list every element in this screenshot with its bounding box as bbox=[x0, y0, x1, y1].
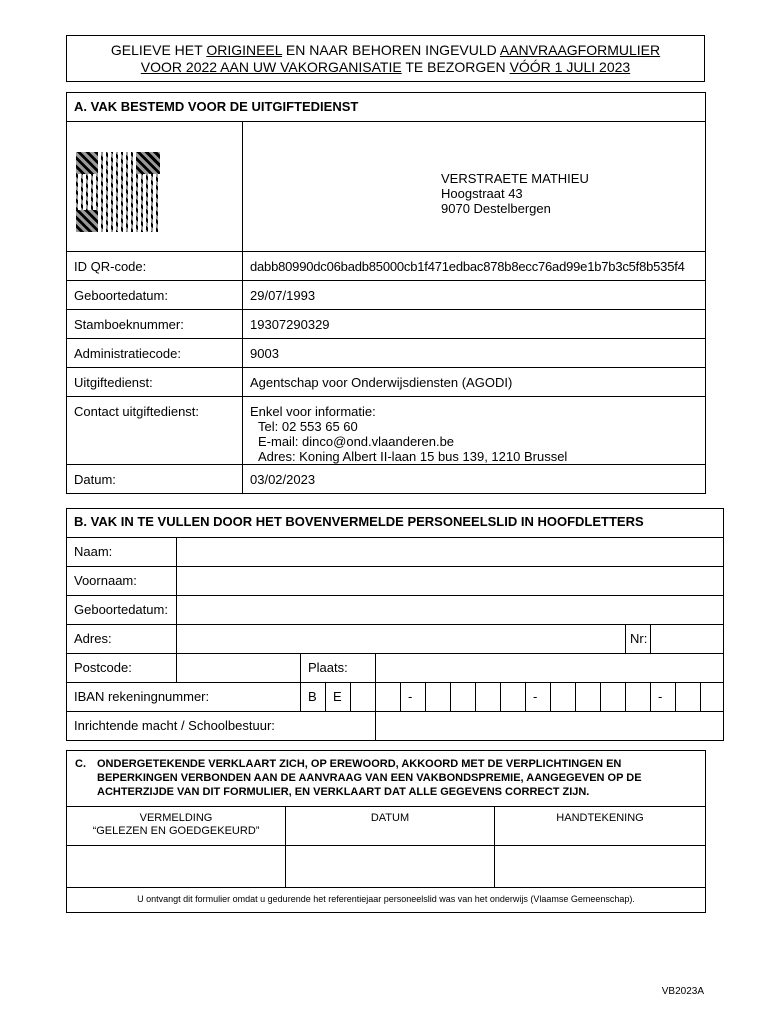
label-inrichtende-macht: Inrichtende macht / Schoolbestuur: bbox=[67, 712, 376, 741]
qr-cell bbox=[67, 122, 243, 252]
iban-separator: - bbox=[651, 683, 676, 712]
label-administratiecode: Administratiecode: bbox=[67, 339, 243, 368]
value-birthdate: 29/07/1993 bbox=[243, 281, 706, 310]
recipient-city: 9070 Destelbergen bbox=[441, 201, 551, 216]
input-voornaam[interactable] bbox=[177, 567, 724, 596]
header-line-1 bbox=[67, 42, 704, 59]
section-c-text: ONDERGETEKENDE VERKLAART ZICH, OP EREWOORD, AKKOORD MET DE VERPLICHTINGEN EN BEPERKINGEN VERBONDEN AAN DE AANVRAAG VAN EEN VAKBONDSPREMIE, AANGEGEVEN OP DE ACHTERZIJDE VAN DIT FORMULIER, EN VERKLAART DAT ALLE GEGEVENS CORRECT ZIJN. bbox=[97, 758, 642, 798]
header-line-2 bbox=[67, 59, 704, 76]
section-c-letter: C. bbox=[75, 758, 86, 770]
footnote: U ontvangt dit formulier omdat u gedurende het referentiejaar personeelslid was van het onderwijs (Vlaamse Gemeenschap). bbox=[67, 888, 706, 913]
iban-box[interactable] bbox=[701, 683, 724, 712]
value-id-qr: dabb80990dc06badb85000cb1f471edbac878b8ecc76ad99e1b7b3c5f8b535f4 bbox=[243, 252, 706, 281]
value-stamboeknummer: 19307290329 bbox=[243, 310, 706, 339]
contact-address: Adres: Koning Albert II-laan 15 bus 139, 1210 Brussel bbox=[258, 449, 568, 464]
label-date: Datum: bbox=[67, 465, 243, 494]
section-c-declaration bbox=[67, 751, 706, 807]
header-text-underlined: ORIGINEEL bbox=[206, 42, 283, 58]
recipient-name: VERSTRAETE MATHIEU bbox=[441, 171, 589, 186]
label-plaats: Plaats: bbox=[301, 654, 376, 683]
col-header-vermelding bbox=[67, 807, 286, 846]
iban-box-e: E bbox=[326, 683, 351, 712]
section-b-title: B. VAK IN TE VULLEN DOOR HET BOVENVERMELDE PERSONEELSLID IN HOOFDLETTERS bbox=[67, 509, 724, 538]
iban-box[interactable] bbox=[476, 683, 501, 712]
col-header-datum: DATUM bbox=[286, 807, 495, 846]
iban-box[interactable] bbox=[576, 683, 601, 712]
label-voornaam: Voornaam: bbox=[67, 567, 177, 596]
iban-box[interactable] bbox=[626, 683, 651, 712]
label-adres: Adres: bbox=[67, 625, 177, 654]
col-header-handtekening: HANDTEKENING bbox=[495, 807, 706, 846]
input-adres[interactable] bbox=[177, 625, 626, 654]
value-uitgiftedienst: Agentschap voor Onderwijsdiensten (AGODI) bbox=[243, 368, 706, 397]
input-vermelding[interactable] bbox=[67, 846, 286, 888]
label-id-qr: ID QR-code: bbox=[67, 252, 243, 281]
iban-box[interactable] bbox=[501, 683, 526, 712]
header-text-underlined: VÓÓR 1 JULI 2023 bbox=[509, 59, 631, 75]
qr-code-image bbox=[76, 152, 160, 232]
recipient-address bbox=[243, 122, 706, 252]
input-postcode[interactable] bbox=[177, 654, 301, 683]
header-text: TE BEZORGEN bbox=[401, 59, 510, 75]
vermelding-line-1: VERMELDING bbox=[139, 812, 213, 824]
label-stamboeknummer: Stamboeknummer: bbox=[67, 310, 243, 339]
iban-separator: - bbox=[401, 683, 426, 712]
vermelding-line-2: “GELEZEN EN GOEDGEKEURD” bbox=[92, 825, 260, 837]
input-inrichtende-macht[interactable] bbox=[376, 712, 724, 741]
contact-email: E-mail: dinco@ond.vlaanderen.be bbox=[258, 434, 455, 449]
label-geboortedatum: Geboortedatum: bbox=[67, 596, 177, 625]
contact-info-line: Enkel voor informatie: bbox=[250, 404, 376, 419]
iban-box[interactable] bbox=[451, 683, 476, 712]
value-contact bbox=[243, 397, 706, 465]
input-datum[interactable] bbox=[286, 846, 495, 888]
label-nr: Nr: bbox=[626, 625, 651, 654]
label-iban: IBAN rekeningnummer: bbox=[67, 683, 301, 712]
recipient-street: Hoogstraat 43 bbox=[441, 186, 523, 201]
header-notice bbox=[66, 35, 705, 82]
value-date: 03/02/2023 bbox=[243, 465, 706, 494]
label-naam: Naam: bbox=[67, 538, 177, 567]
iban-box[interactable] bbox=[601, 683, 626, 712]
label-postcode: Postcode: bbox=[67, 654, 177, 683]
header-text-underlined: VOOR 2022 AAN UW VAKORGANISATIE bbox=[140, 59, 402, 75]
input-naam[interactable] bbox=[177, 538, 724, 567]
input-nr[interactable] bbox=[651, 625, 724, 654]
section-a-title: A. VAK BESTEMD VOOR DE UITGIFTEDIENST bbox=[67, 93, 706, 122]
iban-separator: - bbox=[526, 683, 551, 712]
header-text-underlined: AANVRAAGFORMULIER bbox=[499, 42, 661, 58]
iban-box[interactable] bbox=[676, 683, 701, 712]
label-birthdate: Geboortedatum: bbox=[67, 281, 243, 310]
iban-box[interactable] bbox=[351, 683, 376, 712]
label-contact: Contact uitgiftedienst: bbox=[67, 397, 243, 465]
section-c-table bbox=[66, 750, 706, 913]
section-b-table bbox=[66, 508, 724, 741]
iban-box-b: B bbox=[301, 683, 326, 712]
contact-phone: Tel: 02 553 65 60 bbox=[258, 419, 358, 434]
iban-box[interactable] bbox=[551, 683, 576, 712]
input-handtekening[interactable] bbox=[495, 846, 706, 888]
header-text: GELIEVE HET bbox=[110, 42, 207, 58]
input-geboortedatum[interactable] bbox=[177, 596, 724, 625]
form-code: VB2023A bbox=[661, 986, 704, 997]
input-plaats[interactable] bbox=[376, 654, 724, 683]
iban-box[interactable] bbox=[426, 683, 451, 712]
section-a-table bbox=[66, 92, 706, 494]
label-uitgiftedienst: Uitgiftedienst: bbox=[67, 368, 243, 397]
header-text: EN NAAR BEHOREN INGEVULD bbox=[282, 42, 500, 58]
iban-box[interactable] bbox=[376, 683, 401, 712]
value-administratiecode: 9003 bbox=[243, 339, 706, 368]
